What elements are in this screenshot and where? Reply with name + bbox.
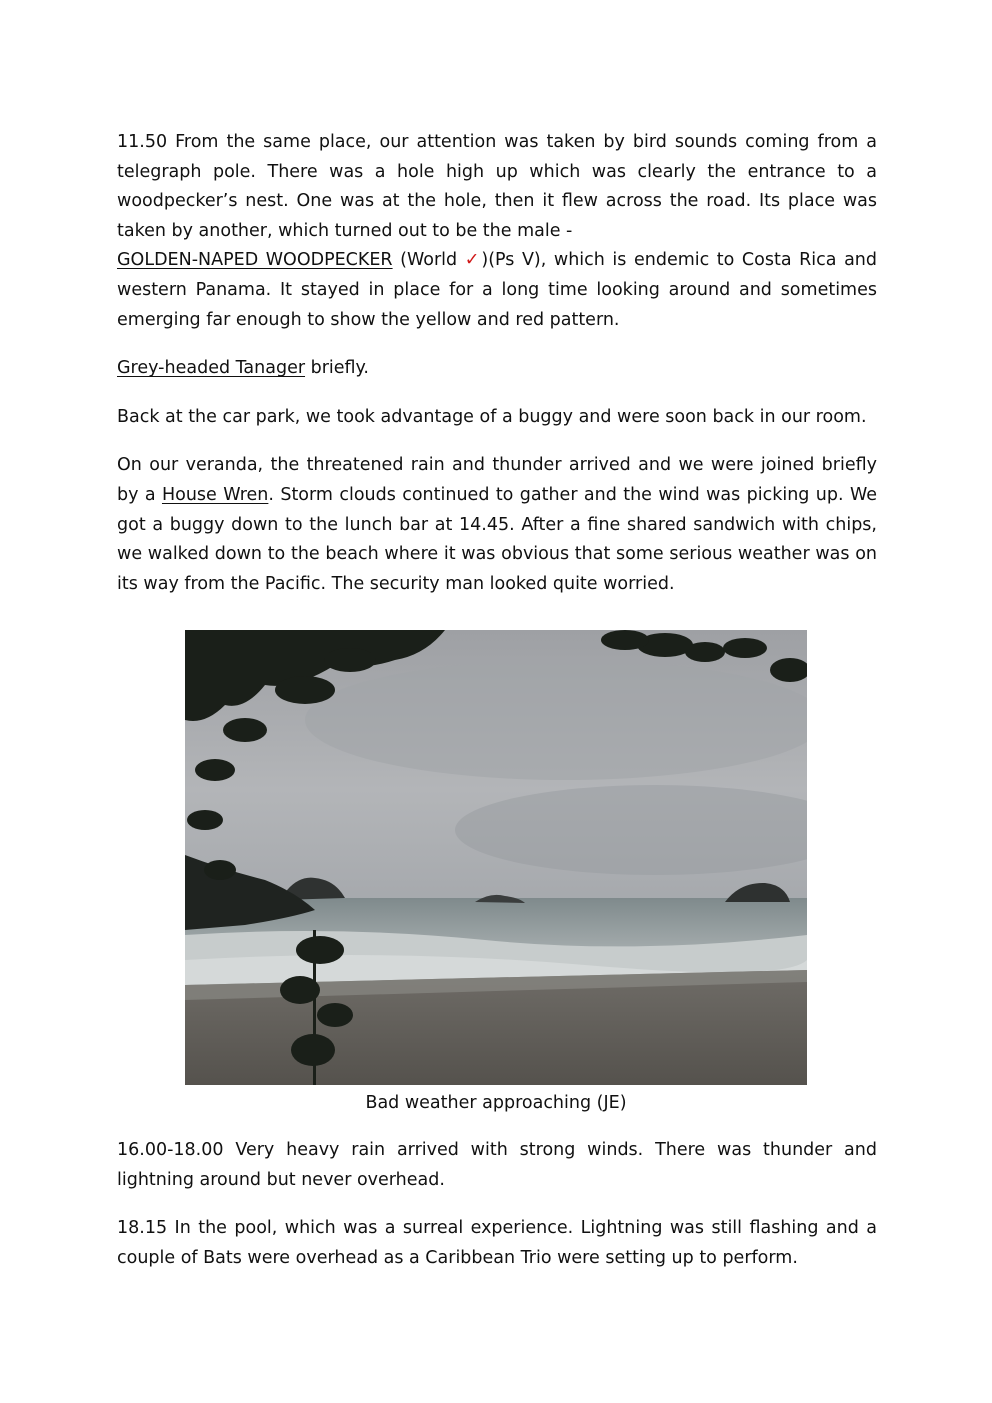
text-run: 11.50 From the same place, our attention was taken by bird sounds coming from a telegraph pole. There was a hole high up which was clearly the entrance to a woodpecker’s nest. One was at the hole, then it flew across the road. Its place was taken by another, which turned out to be the male - <box>117 132 877 241</box>
species-golden-naped-woodpecker: GOLDEN-NAPED WOODPECKER <box>117 250 393 271</box>
text-run: briefly. <box>305 358 369 379</box>
paragraph-heavy-rain: 16.00-18.00 Very heavy rain arrived with strong winds. There was thunder and lightning around but never overhead. <box>117 1140 877 1190</box>
document-body-bottom <box>117 1136 877 1273</box>
species-grey-headed-tanager: Grey-headed Tanager <box>117 358 306 379</box>
paragraph-car-park: Back at the car park, we took advantage of a buggy and were soon back in our room. <box>117 406 867 427</box>
paragraph-veranda <box>117 451 877 599</box>
text-run: )(Ps V), which is endemic to Costa Rica and western Panama. It stayed in place for a long time looking around and sometimes emerging far enough to show the yellow and red pattern. <box>117 250 877 330</box>
text-run: . Storm clouds continued to gather and the wind was picking up. We got a buggy down to the lunch bar at 14.45. After a fine shared sandwich with chips, we walked down to the beach where it was obvious that some serious weather was on its way from the Pacific. The security man looked quite worried. <box>117 484 877 594</box>
paragraph-pool: 18.15 In the pool, which was a surreal experience. Lightning was still flashing and a couple of Bats were overhead as a Caribbean Trio were setting up to perform. <box>117 1218 877 1268</box>
text-run: On our veranda, the threatened rain and thunder arrived and we were joined briefly by a <box>117 455 877 505</box>
beach-storm-photo <box>185 630 807 1085</box>
figure-caption: Bad weather approaching (JE) <box>365 1093 627 1113</box>
text-run: (World <box>392 250 465 271</box>
species-house-wren: House Wren <box>161 484 269 505</box>
document-body-top <box>117 128 877 599</box>
red-tick-icon: ✓ <box>464 250 482 271</box>
paragraph-woodpecker <box>117 128 877 335</box>
paragraph-tanager <box>117 354 877 384</box>
